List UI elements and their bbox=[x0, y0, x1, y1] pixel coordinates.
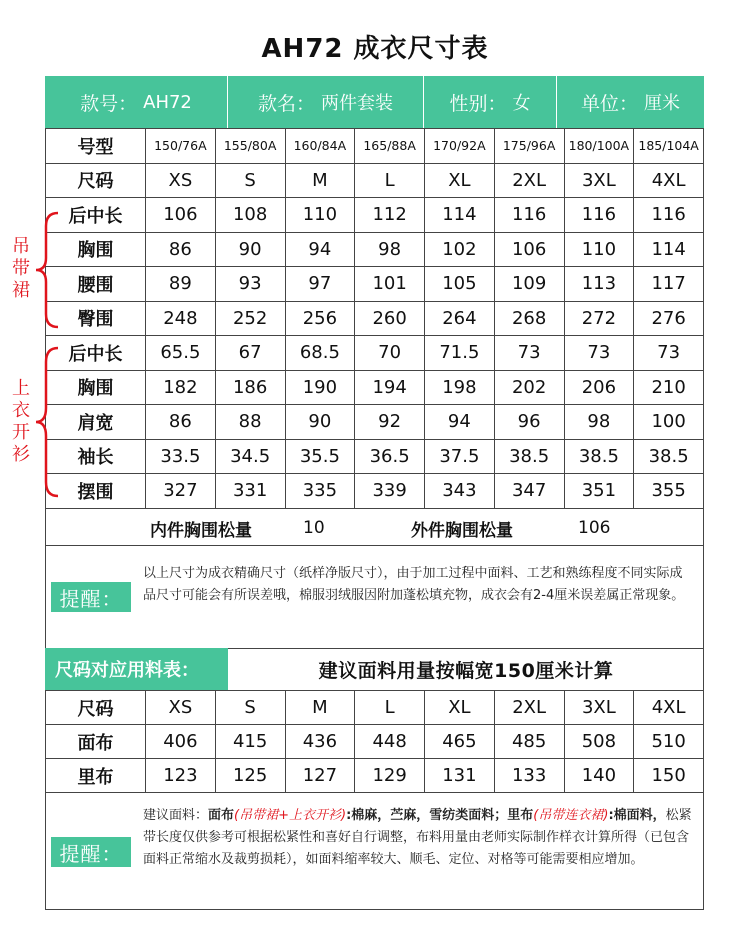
table-cell: 38.5 bbox=[634, 439, 704, 474]
divider bbox=[45, 792, 704, 793]
table-row bbox=[46, 439, 704, 474]
row-header: 肩宽 bbox=[46, 405, 146, 440]
table-cell: 260 bbox=[355, 301, 425, 336]
unit-value: 厘米 bbox=[644, 93, 680, 114]
table-cell: 327 bbox=[146, 474, 216, 509]
style-number-cell bbox=[45, 76, 228, 128]
table-cell: 210 bbox=[634, 370, 704, 405]
table-cell: 125 bbox=[215, 759, 285, 793]
table-cell: 186 bbox=[215, 370, 285, 405]
reminder-badge: 提醒： bbox=[51, 582, 131, 612]
gender-cell bbox=[424, 76, 557, 128]
table-row bbox=[46, 474, 704, 509]
reminder-lining-fabric: :棉面料， bbox=[608, 808, 666, 823]
table-cell: 448 bbox=[355, 725, 425, 759]
table-cell: 68.5 bbox=[285, 336, 355, 371]
table-cell: 4XL bbox=[634, 691, 704, 725]
style-name-cell bbox=[228, 76, 424, 128]
table-cell: 155/80A bbox=[215, 129, 285, 164]
fabric-reminder-text bbox=[143, 805, 695, 871]
gender-value: 女 bbox=[512, 93, 531, 114]
table-cell: 102 bbox=[425, 232, 495, 267]
table-cell: 101 bbox=[355, 267, 425, 302]
reminder-lining-note: (吊带连衣裙) bbox=[533, 808, 609, 823]
size-table bbox=[45, 128, 704, 509]
info-header bbox=[45, 76, 704, 128]
table-row bbox=[46, 301, 704, 336]
reminder-text: 以上尺寸为成衣精确尺寸（纸样净版尺寸），由于加工过程中面料、工艺和熟练程度不同实际成品尺寸可能会有所误差哦，棉服羽绒服因附加蓬松填充物，成衣会有2-4厘米误差属正常现象。 bbox=[143, 566, 685, 603]
table-cell: 485 bbox=[494, 725, 564, 759]
table-cell: 109 bbox=[494, 267, 564, 302]
table-row bbox=[46, 725, 704, 759]
table-cell: M bbox=[285, 163, 355, 198]
table-cell: 131 bbox=[425, 759, 495, 793]
table-cell: 89 bbox=[146, 267, 216, 302]
row-header: 面布 bbox=[46, 725, 146, 759]
table-cell: 182 bbox=[146, 370, 216, 405]
table-cell: 355 bbox=[634, 474, 704, 509]
table-cell: 116 bbox=[564, 198, 634, 233]
table-cell: 198 bbox=[425, 370, 495, 405]
table-row bbox=[46, 405, 704, 440]
table-cell: 86 bbox=[146, 405, 216, 440]
table-cell: 108 bbox=[215, 198, 285, 233]
table-row bbox=[46, 370, 704, 405]
row-header: 尺码 bbox=[46, 691, 146, 725]
reminder-shell-label: 面布 bbox=[208, 808, 235, 823]
table-cell: 86 bbox=[146, 232, 216, 267]
row-header: 胸围 bbox=[46, 232, 146, 267]
table-cell: 436 bbox=[285, 725, 355, 759]
table-cell: 112 bbox=[355, 198, 425, 233]
table-cell: 73 bbox=[564, 336, 634, 371]
row-header: 腰围 bbox=[46, 267, 146, 302]
table-cell: 185/104A bbox=[634, 129, 704, 164]
cardigan-side-label: 上衣开衫 bbox=[12, 378, 30, 465]
unit-cell bbox=[557, 76, 704, 128]
inner-looseness-label: 内件胸围松量 bbox=[150, 520, 252, 541]
table-cell: 351 bbox=[564, 474, 634, 509]
table-cell: 264 bbox=[425, 301, 495, 336]
table-cell: 160/84A bbox=[285, 129, 355, 164]
style-name-value: 两件套装 bbox=[321, 93, 393, 114]
table-cell: XS bbox=[146, 691, 216, 725]
looseness-row bbox=[45, 511, 704, 545]
table-cell: 37.5 bbox=[425, 439, 495, 474]
table-cell: L bbox=[355, 691, 425, 725]
table-cell: 510 bbox=[634, 725, 704, 759]
table-cell: 268 bbox=[494, 301, 564, 336]
table-cell: XS bbox=[146, 163, 216, 198]
table-cell: 98 bbox=[564, 405, 634, 440]
table-cell: 123 bbox=[146, 759, 216, 793]
table-cell: 190 bbox=[285, 370, 355, 405]
table-row bbox=[46, 232, 704, 267]
table-cell: 96 bbox=[494, 405, 564, 440]
row-header: 胸围 bbox=[46, 370, 146, 405]
table-cell: 106 bbox=[494, 232, 564, 267]
table-cell: 73 bbox=[494, 336, 564, 371]
row-header: 袖长 bbox=[46, 439, 146, 474]
gender-label: 性别： bbox=[449, 92, 507, 115]
table-cell: 347 bbox=[494, 474, 564, 509]
size-row bbox=[46, 691, 704, 725]
table-cell: 100 bbox=[634, 405, 704, 440]
table-cell: 3XL bbox=[564, 691, 634, 725]
table-cell: 256 bbox=[285, 301, 355, 336]
table-cell: 70 bbox=[355, 336, 425, 371]
table-cell: 110 bbox=[564, 232, 634, 267]
reminder-part: 建议面料： bbox=[143, 808, 209, 823]
table-cell: 94 bbox=[425, 405, 495, 440]
style-number-value: AH72 bbox=[143, 91, 192, 113]
table-cell: 116 bbox=[494, 198, 564, 233]
table-cell: 2XL bbox=[494, 691, 564, 725]
table-cell: 2XL bbox=[494, 163, 564, 198]
table-cell: 38.5 bbox=[494, 439, 564, 474]
reminder-part: 松紧带长度仅供参考可根据松紧性和喜好自行调整，布料用量由老师实际制作样衣计算所得（已包含面料正常缩水及裁剪损耗），如面料缩率较大、顺毛、定位、对格等可能需要相应增加。 bbox=[143, 808, 692, 867]
row-header: 尺码 bbox=[46, 163, 146, 198]
table-cell: 406 bbox=[146, 725, 216, 759]
style-name-label: 款名： bbox=[257, 92, 315, 115]
table-cell: 175/96A bbox=[494, 129, 564, 164]
table-cell: 335 bbox=[285, 474, 355, 509]
table-cell: 90 bbox=[285, 405, 355, 440]
table-cell: 110 bbox=[285, 198, 355, 233]
reminder-badge-2: 提醒： bbox=[51, 837, 131, 867]
outer-looseness-value: 106 bbox=[578, 518, 611, 538]
table-cell: 133 bbox=[494, 759, 564, 793]
table-cell: 465 bbox=[425, 725, 495, 759]
table-cell: 38.5 bbox=[564, 439, 634, 474]
table-cell: 117 bbox=[634, 267, 704, 302]
row-header: 摆围 bbox=[46, 474, 146, 509]
table-cell: 150/76A bbox=[146, 129, 216, 164]
table-cell: 150 bbox=[634, 759, 704, 793]
table-row bbox=[46, 198, 704, 233]
table-cell: 36.5 bbox=[355, 439, 425, 474]
table-cell: 116 bbox=[634, 198, 704, 233]
table-cell: 93 bbox=[215, 267, 285, 302]
table-cell: 276 bbox=[634, 301, 704, 336]
table-cell: 140 bbox=[564, 759, 634, 793]
dress-side-label: 吊带裙 bbox=[12, 236, 30, 301]
table-cell: 71.5 bbox=[425, 336, 495, 371]
table-cell: 88 bbox=[215, 405, 285, 440]
table-cell: XL bbox=[425, 163, 495, 198]
table-cell: 194 bbox=[355, 370, 425, 405]
table-cell: 272 bbox=[564, 301, 634, 336]
divider bbox=[45, 545, 704, 546]
inner-looseness-value: 10 bbox=[303, 518, 325, 538]
table-cell: 114 bbox=[634, 232, 704, 267]
table-cell: 508 bbox=[564, 725, 634, 759]
table-cell: S bbox=[215, 691, 285, 725]
table-row bbox=[46, 267, 704, 302]
page-title: AH72 成衣尺寸表 bbox=[261, 34, 489, 64]
outer-looseness-label: 外件胸围松量 bbox=[411, 520, 513, 541]
table-cell: 331 bbox=[215, 474, 285, 509]
table-cell: 170/92A bbox=[425, 129, 495, 164]
table-cell: S bbox=[215, 163, 285, 198]
usage-table-title: 建议面料用量按幅宽150厘米计算 bbox=[318, 659, 614, 682]
table-cell: 3XL bbox=[564, 163, 634, 198]
table-cell: 415 bbox=[215, 725, 285, 759]
table-cell: 113 bbox=[564, 267, 634, 302]
table-cell: 343 bbox=[425, 474, 495, 509]
row-header: 后中长 bbox=[46, 336, 146, 371]
table-cell: 4XL bbox=[634, 163, 704, 198]
table-cell: 35.5 bbox=[285, 439, 355, 474]
table-cell: 202 bbox=[494, 370, 564, 405]
table-cell: 94 bbox=[285, 232, 355, 267]
table-cell: 114 bbox=[425, 198, 495, 233]
size-row bbox=[46, 163, 704, 198]
row-header: 号型 bbox=[46, 129, 146, 164]
table-cell: 105 bbox=[425, 267, 495, 302]
table-cell: 67 bbox=[215, 336, 285, 371]
table-cell: 252 bbox=[215, 301, 285, 336]
table-cell: 90 bbox=[215, 232, 285, 267]
table-cell: M bbox=[285, 691, 355, 725]
table-cell: 34.5 bbox=[215, 439, 285, 474]
table-cell: 33.5 bbox=[146, 439, 216, 474]
fabric-usage-table bbox=[45, 690, 704, 793]
table-cell: 339 bbox=[355, 474, 425, 509]
row-header: 里布 bbox=[46, 759, 146, 793]
usage-table-tab: 尺码对应用料表： bbox=[45, 648, 228, 690]
table-row bbox=[46, 336, 704, 371]
table-row bbox=[46, 759, 704, 793]
table-cell: 98 bbox=[355, 232, 425, 267]
table-cell: 106 bbox=[146, 198, 216, 233]
table-cell: XL bbox=[425, 691, 495, 725]
table-cell: 248 bbox=[146, 301, 216, 336]
reminder-lining-label: 里布 bbox=[507, 808, 534, 823]
table-cell: L bbox=[355, 163, 425, 198]
table-cell: 165/88A bbox=[355, 129, 425, 164]
code-row bbox=[46, 129, 704, 164]
row-header: 后中长 bbox=[46, 198, 146, 233]
table-cell: 127 bbox=[285, 759, 355, 793]
reminder-shell-note: (吊带裙+上衣开衫) bbox=[234, 808, 347, 823]
table-cell: 92 bbox=[355, 405, 425, 440]
table-cell: 65.5 bbox=[146, 336, 216, 371]
table-cell: 129 bbox=[355, 759, 425, 793]
reminder-shell-fabric: :棉麻，苎麻，雪纺类面料； bbox=[346, 808, 508, 823]
table-cell: 180/100A bbox=[564, 129, 634, 164]
table-cell: 97 bbox=[285, 267, 355, 302]
table-cell: 73 bbox=[634, 336, 704, 371]
table-cell: 206 bbox=[564, 370, 634, 405]
row-header: 臀围 bbox=[46, 301, 146, 336]
unit-label: 单位： bbox=[580, 92, 638, 115]
style-number-label: 款号： bbox=[80, 92, 138, 115]
